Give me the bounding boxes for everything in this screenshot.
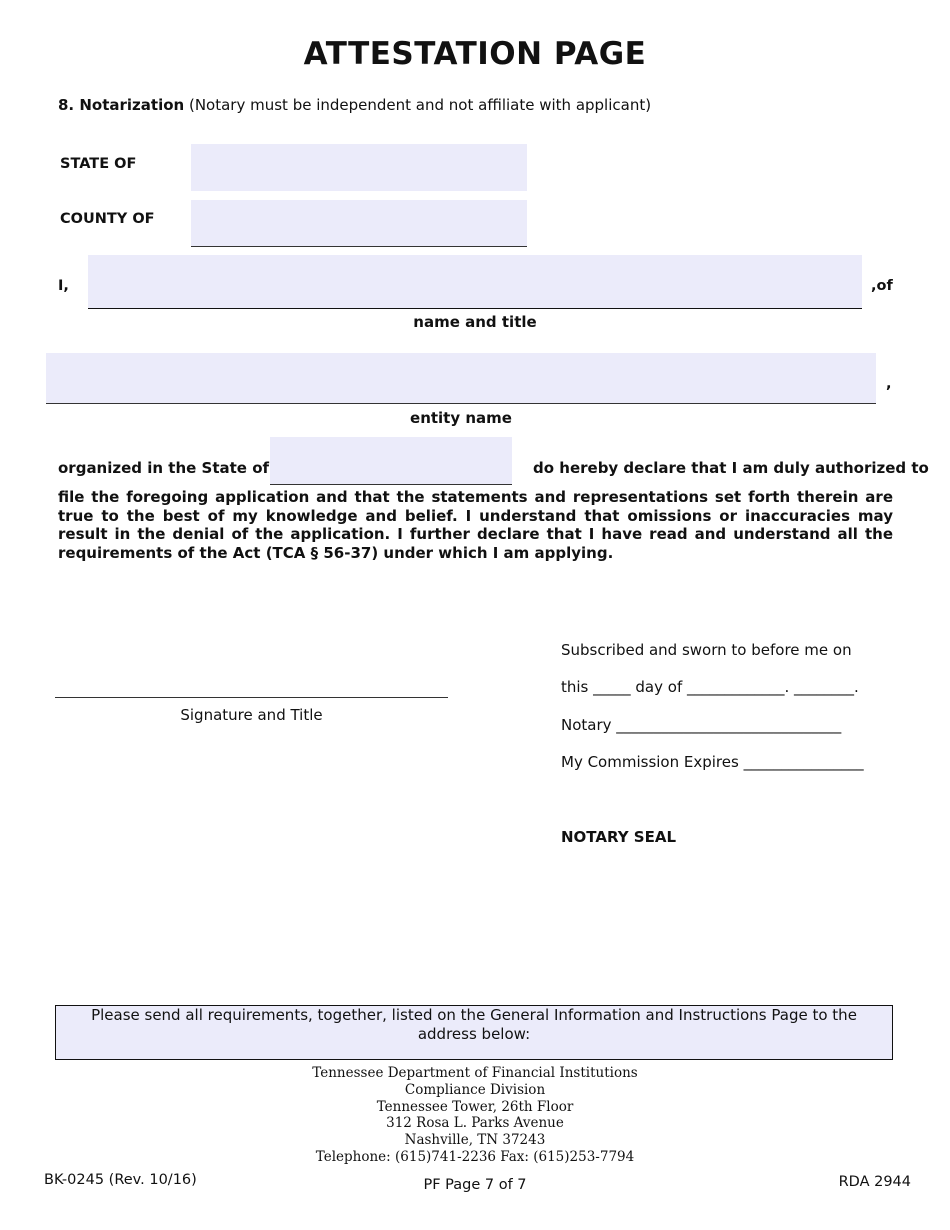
send-requirements-box — [55, 1005, 893, 1060]
entity-name-input[interactable] — [46, 353, 876, 404]
entity-comma: , — [886, 376, 892, 392]
section-number-title: 8. Notarization — [58, 96, 185, 114]
address-line: Compliance Division — [404, 1081, 546, 1098]
of-label: ,of — [871, 278, 893, 294]
form-code: RDA 2944 — [838, 1174, 911, 1190]
notary-seal-label: NOTARY SEAL — [561, 828, 677, 846]
entity-name-caption: entity name — [410, 409, 512, 427]
state-input[interactable] — [191, 144, 527, 191]
i-label: I, — [58, 278, 69, 294]
section-heading — [58, 96, 651, 114]
section-note: (Notary must be independent and not affiliate with applicant) — [188, 96, 652, 114]
mailing-address — [0, 1065, 950, 1166]
notary-name-line: Notary ______________________________ — [561, 716, 842, 734]
address-line: Tennessee Tower, 26th Floor — [376, 1098, 574, 1115]
organized-state-input[interactable] — [270, 437, 512, 485]
address-line: 312 Rosa L. Parks Avenue — [386, 1115, 564, 1132]
declare-text: do hereby declare that I am duly authorized to — [533, 459, 929, 477]
send-requirements-text: Please send all requirements, together, listed on the General Information and Instructions Page to the address below: — [91, 1006, 857, 1043]
county-input[interactable] — [191, 200, 527, 247]
page-number: PF Page 7 of 7 — [423, 1177, 527, 1193]
notary-day-line: this _____ day of _____________. ________. — [561, 678, 859, 696]
state-label: STATE OF — [60, 156, 137, 172]
address-line: Telephone: (615)741-2236 Fax: (615)253-7794 — [315, 1148, 635, 1165]
page-title: ATTESTATION PAGE — [303, 36, 647, 72]
organized-label: organized in the State of — [58, 459, 270, 477]
form-id: BK-0245 (Rev. 10/16) — [44, 1172, 197, 1188]
signature-caption: Signature and Title — [180, 706, 323, 724]
declaration-paragraph: file the foregoing application and that the statements and representations set forth therein are true to the best of my knowledge and belief. I understand that omissions or inaccuracies may result in the denial of the application. I further declare that I have read and understand all the requirements of the Act (TCA § 56-37) under which I am applying. — [58, 488, 893, 562]
signature-line[interactable] — [55, 697, 448, 698]
address-line: Nashville, TN 37243 — [404, 1132, 546, 1149]
name-title-input[interactable] — [88, 255, 862, 309]
county-label: COUNTY OF — [60, 211, 155, 227]
name-title-caption: name and title — [413, 313, 537, 331]
notary-subscribed: Subscribed and sworn to before me on — [561, 641, 852, 659]
notary-commission-line: My Commission Expires ________________ — [561, 753, 864, 771]
address-line: Tennessee Department of Financial Institutions — [312, 1065, 638, 1081]
